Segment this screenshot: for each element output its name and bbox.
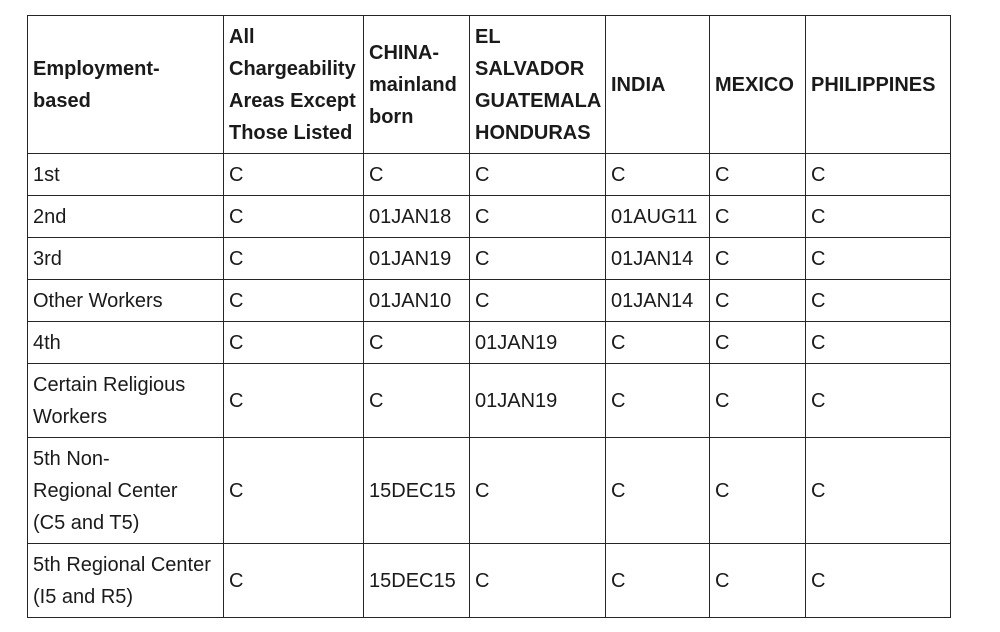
table-cell: C xyxy=(470,238,606,280)
table-row xyxy=(28,154,951,196)
table-row xyxy=(28,364,951,438)
table-cell: C xyxy=(606,544,710,618)
header-row xyxy=(28,16,951,154)
header-mexico: MEXICO xyxy=(710,16,806,154)
table-cell: C xyxy=(710,196,806,238)
table-cell: C xyxy=(470,154,606,196)
table-cell: C xyxy=(710,238,806,280)
header-china: CHINA- mainland born xyxy=(364,16,470,154)
table-cell: C xyxy=(710,544,806,618)
table-cell: 01JAN19 xyxy=(364,238,470,280)
row-label: 2nd xyxy=(28,196,224,238)
visa-bulletin-table xyxy=(27,15,951,618)
table-cell: C xyxy=(806,544,951,618)
table-cell: C xyxy=(224,280,364,322)
row-label: Certain Religious Workers xyxy=(28,364,224,438)
header-philippines: PHILIPPINES xyxy=(806,16,951,154)
table-cell: C xyxy=(224,154,364,196)
table-row xyxy=(28,322,951,364)
table-cell: C xyxy=(470,544,606,618)
table-cell: 15DEC15 xyxy=(364,544,470,618)
row-label: 5th Regional Center (I5 and R5) xyxy=(28,544,224,618)
table-cell: C xyxy=(364,154,470,196)
table-cell: C xyxy=(470,196,606,238)
table-cell: C xyxy=(806,238,951,280)
table-cell: 01JAN18 xyxy=(364,196,470,238)
table-cell: C xyxy=(606,438,710,544)
table-cell: 01JAN19 xyxy=(470,322,606,364)
table-cell: 01JAN19 xyxy=(470,364,606,438)
row-label: 3rd xyxy=(28,238,224,280)
table-cell: C xyxy=(364,322,470,364)
table-cell: C xyxy=(364,364,470,438)
header-all-chargeability: All Chargeability Areas Except Those Listed xyxy=(224,16,364,154)
table-cell: C xyxy=(470,280,606,322)
table-cell: C xyxy=(224,322,364,364)
table-cell: 15DEC15 xyxy=(364,438,470,544)
table-cell: C xyxy=(606,154,710,196)
header-employment-based: Employment- based xyxy=(28,16,224,154)
table-cell: C xyxy=(470,438,606,544)
table-cell: C xyxy=(710,364,806,438)
table-cell: C xyxy=(224,196,364,238)
table-cell: C xyxy=(710,154,806,196)
table-cell: 01AUG11 xyxy=(606,196,710,238)
table-row xyxy=(28,280,951,322)
row-label: 4th xyxy=(28,322,224,364)
header-el-salvador-guatemala-honduras: EL SALVADOR GUATEMALA HONDURAS xyxy=(470,16,606,154)
table-cell: C xyxy=(224,238,364,280)
table-cell: 01JAN14 xyxy=(606,238,710,280)
table-cell: C xyxy=(710,438,806,544)
table-cell: C xyxy=(224,438,364,544)
table-row xyxy=(28,544,951,618)
table-cell: C xyxy=(806,154,951,196)
table-row xyxy=(28,438,951,544)
table-cell: C xyxy=(606,322,710,364)
table-cell: C xyxy=(224,544,364,618)
table-cell: C xyxy=(606,364,710,438)
table-cell: C xyxy=(806,196,951,238)
table-cell: C xyxy=(806,438,951,544)
table-cell: 01JAN10 xyxy=(364,280,470,322)
table-cell: 01JAN14 xyxy=(606,280,710,322)
table-cell: C xyxy=(710,322,806,364)
row-label: 1st xyxy=(28,154,224,196)
header-india: INDIA xyxy=(606,16,710,154)
row-label: 5th Non- Regional Center (C5 and T5) xyxy=(28,438,224,544)
table-cell: C xyxy=(710,280,806,322)
table-cell: C xyxy=(806,364,951,438)
table-cell: C xyxy=(806,280,951,322)
row-label: Other Workers xyxy=(28,280,224,322)
table-row xyxy=(28,238,951,280)
table-cell: C xyxy=(806,322,951,364)
table-row xyxy=(28,196,951,238)
table-cell: C xyxy=(224,364,364,438)
